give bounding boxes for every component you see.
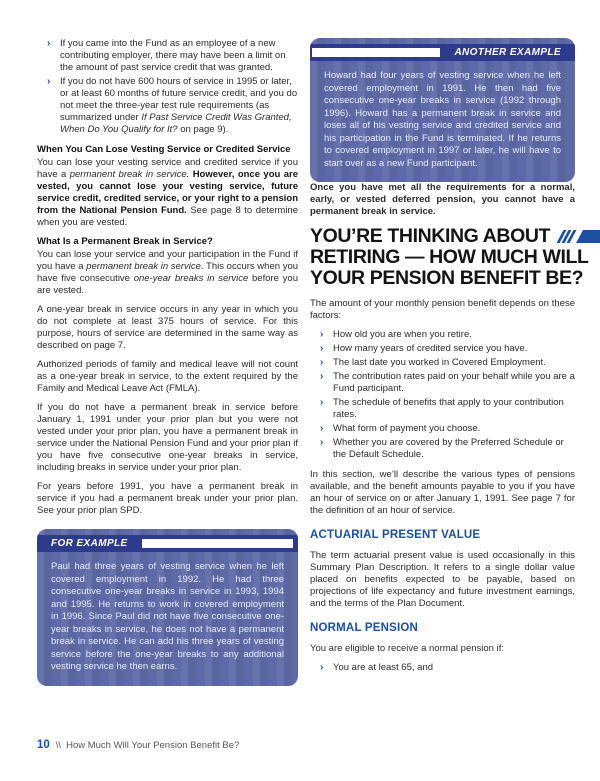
list-item	[47, 38, 298, 74]
callout-header-band	[310, 44, 575, 61]
permanent-break-paragraph-5: For years before 1991, you have a permanent break in service if you had a permanent break under your prior plan. See your prior plan SPD.	[37, 481, 298, 516]
bullet-arrow-icon: ›	[320, 437, 324, 448]
list-item: › You are at least 65, and	[320, 662, 434, 673]
bullet-arrow-icon: ›	[47, 38, 51, 49]
list-item: › Whether you are covered by the Preferred Schedule or the Default Schedule.	[320, 437, 564, 460]
callout-body-text: Howard had four years of vesting service when he left covered employment in 1991. He then had five consecutive one-year breaks in service (1992 through 1996). Howard has a permanent break in service and loses all of his vesting service and credited service and his participation in the Fund is terminated. If he returns to covered employment in 1997 or later, he will have to start over as a new Fund participant.	[324, 70, 561, 169]
permanent-break-paragraph-3: Authorized periods of family and medical leave will not count as a one-year break in service, to the extent required by the Family and Medical Leave Act (FMLA).	[37, 359, 298, 394]
section-intro-paragraph: In this section, we’ll describe the various types of pensions available, and the benefit amounts payable to you if you have an hour of service on or after January 1, 1991. See page 7 for the definition of an hour of service.	[310, 469, 575, 516]
callout-header-band	[37, 535, 298, 552]
list-item: › The last date you worked in Covered Employment.	[320, 357, 546, 368]
actuarial-present-value-heading: ACTUARIAL PRESENT VALUE	[310, 529, 481, 541]
list-item: › The contribution rates paid on your behalf while you are a Fund participant.	[320, 371, 575, 394]
permanent-break-heading: What Is a Permanent Break in Service?	[37, 236, 213, 247]
bullet-arrow-icon: ›	[320, 343, 324, 354]
footer-separator: \\	[55, 740, 62, 751]
heading-line-3: YOUR PENSION BENEFIT BE?	[310, 267, 584, 289]
list-item: › How many years of credited service you have.	[320, 343, 528, 354]
list-item: › The schedule of benefits that apply to your contribution rates.	[320, 397, 564, 420]
permanent-break-paragraph-4: If you do not have a permanent break in service before January 1, 1991 under your prior plan but you were not vested under your prior plan, you have a permanent break in service under the National Pension Fund and your prior plan if you have five consecutive one-year breaks in service, including breaks in service under your prior plan.	[37, 402, 298, 473]
normal-pension-heading: NORMAL PENSION	[310, 622, 419, 634]
bullet-text: If you do not have 600 hours of service in 1995 or later, or at least 60 months of future service credit, and you do not meet the three-year test rule requirements (as summarized under If Past Service Credit Was Granted, When Do You Qualify for It? on page 9).	[60, 76, 298, 135]
right-column	[310, 38, 589, 686]
bullet-text: If you came into the Fund as an employee of a new contributing employer, there may have been a limit on the amount of past service credit that was granted.	[60, 38, 286, 73]
heading-stripes-icon	[560, 230, 600, 243]
lose-service-heading: When You Can Lose Vesting Service or Credited Service	[37, 144, 291, 155]
list-item: › What form of payment you choose.	[320, 423, 481, 434]
bullet-arrow-icon: ›	[320, 329, 324, 340]
header-white-strip	[312, 48, 440, 57]
lose-service-paragraph: You can lose your vesting service and credited service if you have a permanent break in service. However, once you are vested, you cannot lose your vesting service, future service credit, credited service, or your right to a pension from the National Pension Fund. See page 8 to determine when you are vested.	[37, 157, 298, 228]
callout-body-text: Paul had three years of vesting service when he left covered employment in 1992. He had three consecutive one-year breaks in service in 1993, 1994 and 1995. He returns to work in covered employment in 1996. Since Paul did not have five consecutive one-year breaks in service, he does not have a permanent break in service. He can add his three years of vesting service before the one-year breaks to any additional vesting service he then earns.	[51, 561, 284, 672]
bullet-arrow-icon: ›	[320, 423, 324, 434]
section-main-heading	[310, 225, 589, 289]
permanent-break-paragraph-1: You can lose your service and your participation in the Fund if you have a permanent break in service. This occurs when you have five consecutive one-year breaks in service before you are vested.	[37, 249, 299, 296]
bullet-arrow-icon: ›	[320, 371, 324, 382]
another-example-callout-box	[310, 38, 575, 182]
bullet-arrow-icon: ›	[320, 357, 324, 368]
normal-pension-intro: You are eligible to receive a normal pension if:	[310, 643, 504, 654]
bullet-arrow-icon: ›	[47, 76, 51, 87]
for-example-callout-box	[37, 529, 298, 686]
callout-label: FOR EXAMPLE	[51, 538, 128, 549]
callout-label: ANOTHER EXAMPLE	[454, 47, 561, 58]
page-footer	[37, 739, 239, 751]
permanent-break-paragraph-2: A one-year break in service occurs in any year in which you do not complete at least 375 hours of service. For this purpose, hours of service are determined in the same way as described on page 7.	[37, 304, 298, 351]
actuarial-present-value-paragraph: The term actuarial present value is used occasionally in this Summary Plan Description. It refers to a single dollar value placed on benefits expected to be payable, based on projections of life expectancy and future investment earnings, and the terms of the Plan Document.	[310, 550, 575, 609]
left-column	[37, 38, 298, 686]
no-permanent-break-note: Once you have met all the requirements for a normal, early, or vested deferred pension, you cannot have a permanent break in service.	[310, 182, 575, 217]
factors-intro-paragraph: The amount of your monthly pension benefit depends on these factors:	[310, 298, 575, 321]
normal-pension-bullet-list	[310, 662, 575, 674]
header-white-strip	[142, 539, 293, 548]
past-service-credit-bullet-list	[37, 38, 298, 136]
footer-running-title: How Much Will Your Pension Benefit Be?	[66, 740, 240, 751]
list-item	[47, 76, 298, 136]
heading-line-1: YOU’RE THINKING ABOUT	[310, 225, 551, 247]
pension-factors-list	[310, 329, 576, 461]
heading-line-2: RETIRING — HOW MUCH WILL	[310, 246, 589, 268]
page-number: 10	[37, 739, 50, 751]
bullet-arrow-icon: ›	[320, 662, 324, 673]
bullet-arrow-icon: ›	[320, 397, 324, 408]
list-item: › How old you are when you retire.	[320, 329, 472, 340]
